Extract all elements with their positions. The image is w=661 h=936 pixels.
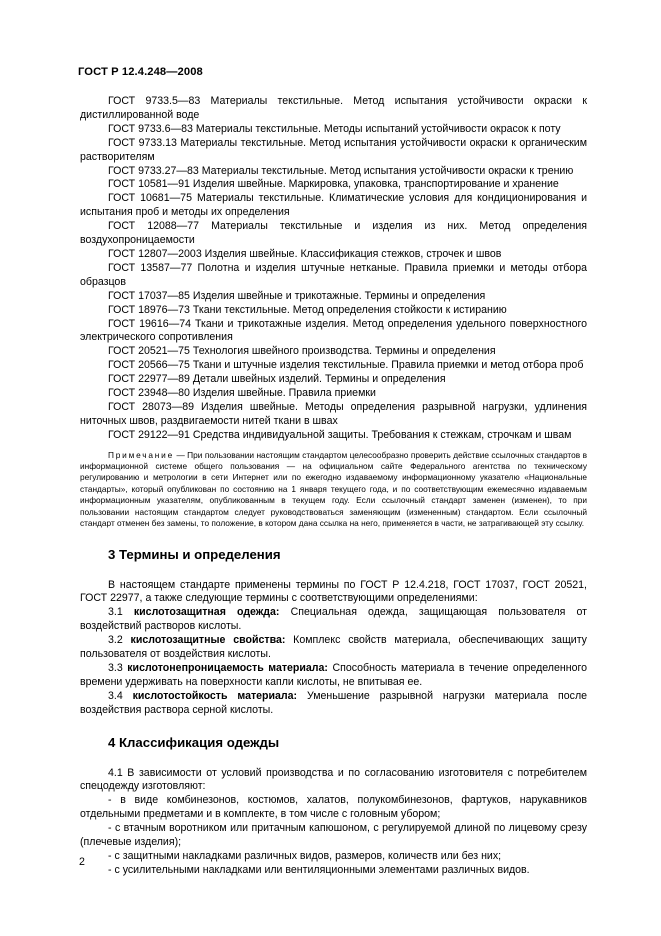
reference-item: ГОСТ 22977—89 Детали швейных изделий. Термины и определения [108,373,446,386]
term-number: 3.4 [108,689,133,702]
reference-item: ГОСТ 20521—75 Технология швейного производства. Термины и определения [108,345,496,358]
reference-item: ГОСТ 10581—91 Изделия швейные. Маркировка, упаковка, транспортирование и хранение [108,178,559,191]
term-definition [80,690,587,718]
section-4-heading: 4 Классификация одежды [108,734,280,750]
reference-item: ГОСТ 17037—85 Изделия швейные и трикотажные. Термины и определения [108,289,486,302]
note-paragraph [80,450,587,530]
term-name: кислотозащитная одежда: [133,606,280,619]
reference-item: ГОСТ 20566—75 Ткани и штучные изделия текстильные. Правила приемки и метод отбора проб [108,359,584,372]
reference-item: ГОСТ 9733.13 Материалы текстильные. Метод испытания устойчивости окраски к органическим растворителям [80,136,587,163]
term-name: кислотонепроницаемость материала: [127,661,328,674]
note-text: — При пользовании настоящим стандартом целесообразно проверить действие ссылочных стандартов в информационной системе общего пользования — на официальном сайте Федерального агентства по техническому регулированию и метрологии в сети Интернет или по ежегодно издаваемому информационному указателю «Национальные стандарты», который опубликован по состоянию на 1 января текущего года, и по соответствующим ежемесячно издаваемым информационным указателям, опубликованным в текущем году. Если ссылочный стандарт заменен (изменен), то при пользовании настоящим стандартом следует руководствоваться заменяющим (измененным) стандартом. Если ссылочный стандарт отменен без замены, то положение, в котором дана ссылка на него, применяется в части, не затрагивающей эту ссылку. [80,449,587,529]
section-3-intro: В настоящем стандарте применены термины по ГОСТ Р 12.4.218, ГОСТ 17037, ГОСТ 20521, ГОСТ 22977, а также следующие термины с соответствующими определениями: [80,578,587,605]
term-number: 3.3 [108,661,128,674]
reference-item: ГОСТ 29122—91 Средства индивидуальной защиты. Требования к стежкам, строчкам и швам [108,428,572,441]
reference-item: ГОСТ 10681—75 Материалы текстильные. Климатические условия для кондиционирования и испытания проб и методы их определения [80,192,587,219]
reference-item: ГОСТ 9733.5—83 Материалы текстильные. Метод испытания устойчивости окраски к дистиллированной воде [80,95,587,121]
reference-item: ГОСТ 13587—77 Полотна и изделия штучные нетканые. Правила приемки и методы отбора образцов [80,261,587,288]
term-name: кислотозащитные свойства: [130,634,286,647]
section-3-heading: 3 Термины и определения [108,546,281,562]
reference-item: ГОСТ 12088—77 Материалы текстильные и изделия из них. Метод определения воздухопроницаемости [80,220,587,247]
references-list [80,95,587,443]
list-item: - с защитными накладками различных видов, размеров, количеств или без них; [108,850,502,862]
document-header: ГОСТ Р 12.4.248—2008 [78,66,203,78]
page-content [80,95,587,878]
list-item: - в виде комбинезонов, костюмов, халатов, полукомбинезонов, фартуков, нарукавников отдельными предметами и в комплекте, в том числе с головным убором; [80,794,587,821]
section-4-body [80,767,587,878]
reference-item: ГОСТ 18976—73 Ткани текстильные. Метод определения стойкости к истиранию [108,303,507,316]
section-4-intro: 4.1 В зависимости от условий производства и по согласованию изготовителя с потребителем спецодежду изготовляют: [80,766,587,793]
note-label: Примечание [108,449,175,460]
term-definition [80,606,587,634]
term-text: Способность материала в течение определенного времени удерживать на поверхности капли кислоты, не впитывая ее. [80,661,587,688]
reference-item: ГОСТ 9733.27—83 Материалы текстильные. Метод испытания устойчивости окраски к трению [108,164,574,177]
term-name: кислотостойкость материала: [132,689,298,702]
reference-item: ГОСТ 23948—80 Изделия швейные. Правила приемки [108,387,376,400]
reference-item: ГОСТ 19616—74 Ткани и трикотажные изделия. Метод определения удельного поверхностного электрического сопротивления [80,317,587,344]
term-definition [80,634,587,662]
list-item: - с усилительными накладками или вентиляционными элементами различных видов. [108,863,530,876]
page-number: 2 [79,856,85,868]
reference-item: ГОСТ 28073—89 Изделия швейные. Методы определения разрывной нагрузки, удлинения ниточных швов, раздвигаемости нитей ткани в швах [80,400,587,427]
term-text: Уменьшение разрывной нагрузки материала после воздействия раствора серной кислоты. [80,689,588,716]
section-3-body [80,579,587,718]
term-definition [80,662,587,690]
term-text: Комплекс свойств материала, обеспечивающих защиту пользователя от воздействия кислоты. [80,634,587,661]
list-item: - с втачным воротником или притачным капюшоном, с регулируемой длиной по лицевому срезу (плечевые изделия); [80,822,587,849]
reference-item: ГОСТ 9733.6—83 Материалы текстильные. Методы испытаний устойчивости окрасок к поту [108,122,561,135]
reference-item: ГОСТ 12807—2003 Изделия швейные. Классификация стежков, строчек и швов [108,247,502,260]
term-number: 3.2 [108,634,131,647]
term-number: 3.1 [108,606,134,619]
term-text: Специальная одежда, защищающая пользователя от воздействий растворов кислоты. [80,606,588,633]
